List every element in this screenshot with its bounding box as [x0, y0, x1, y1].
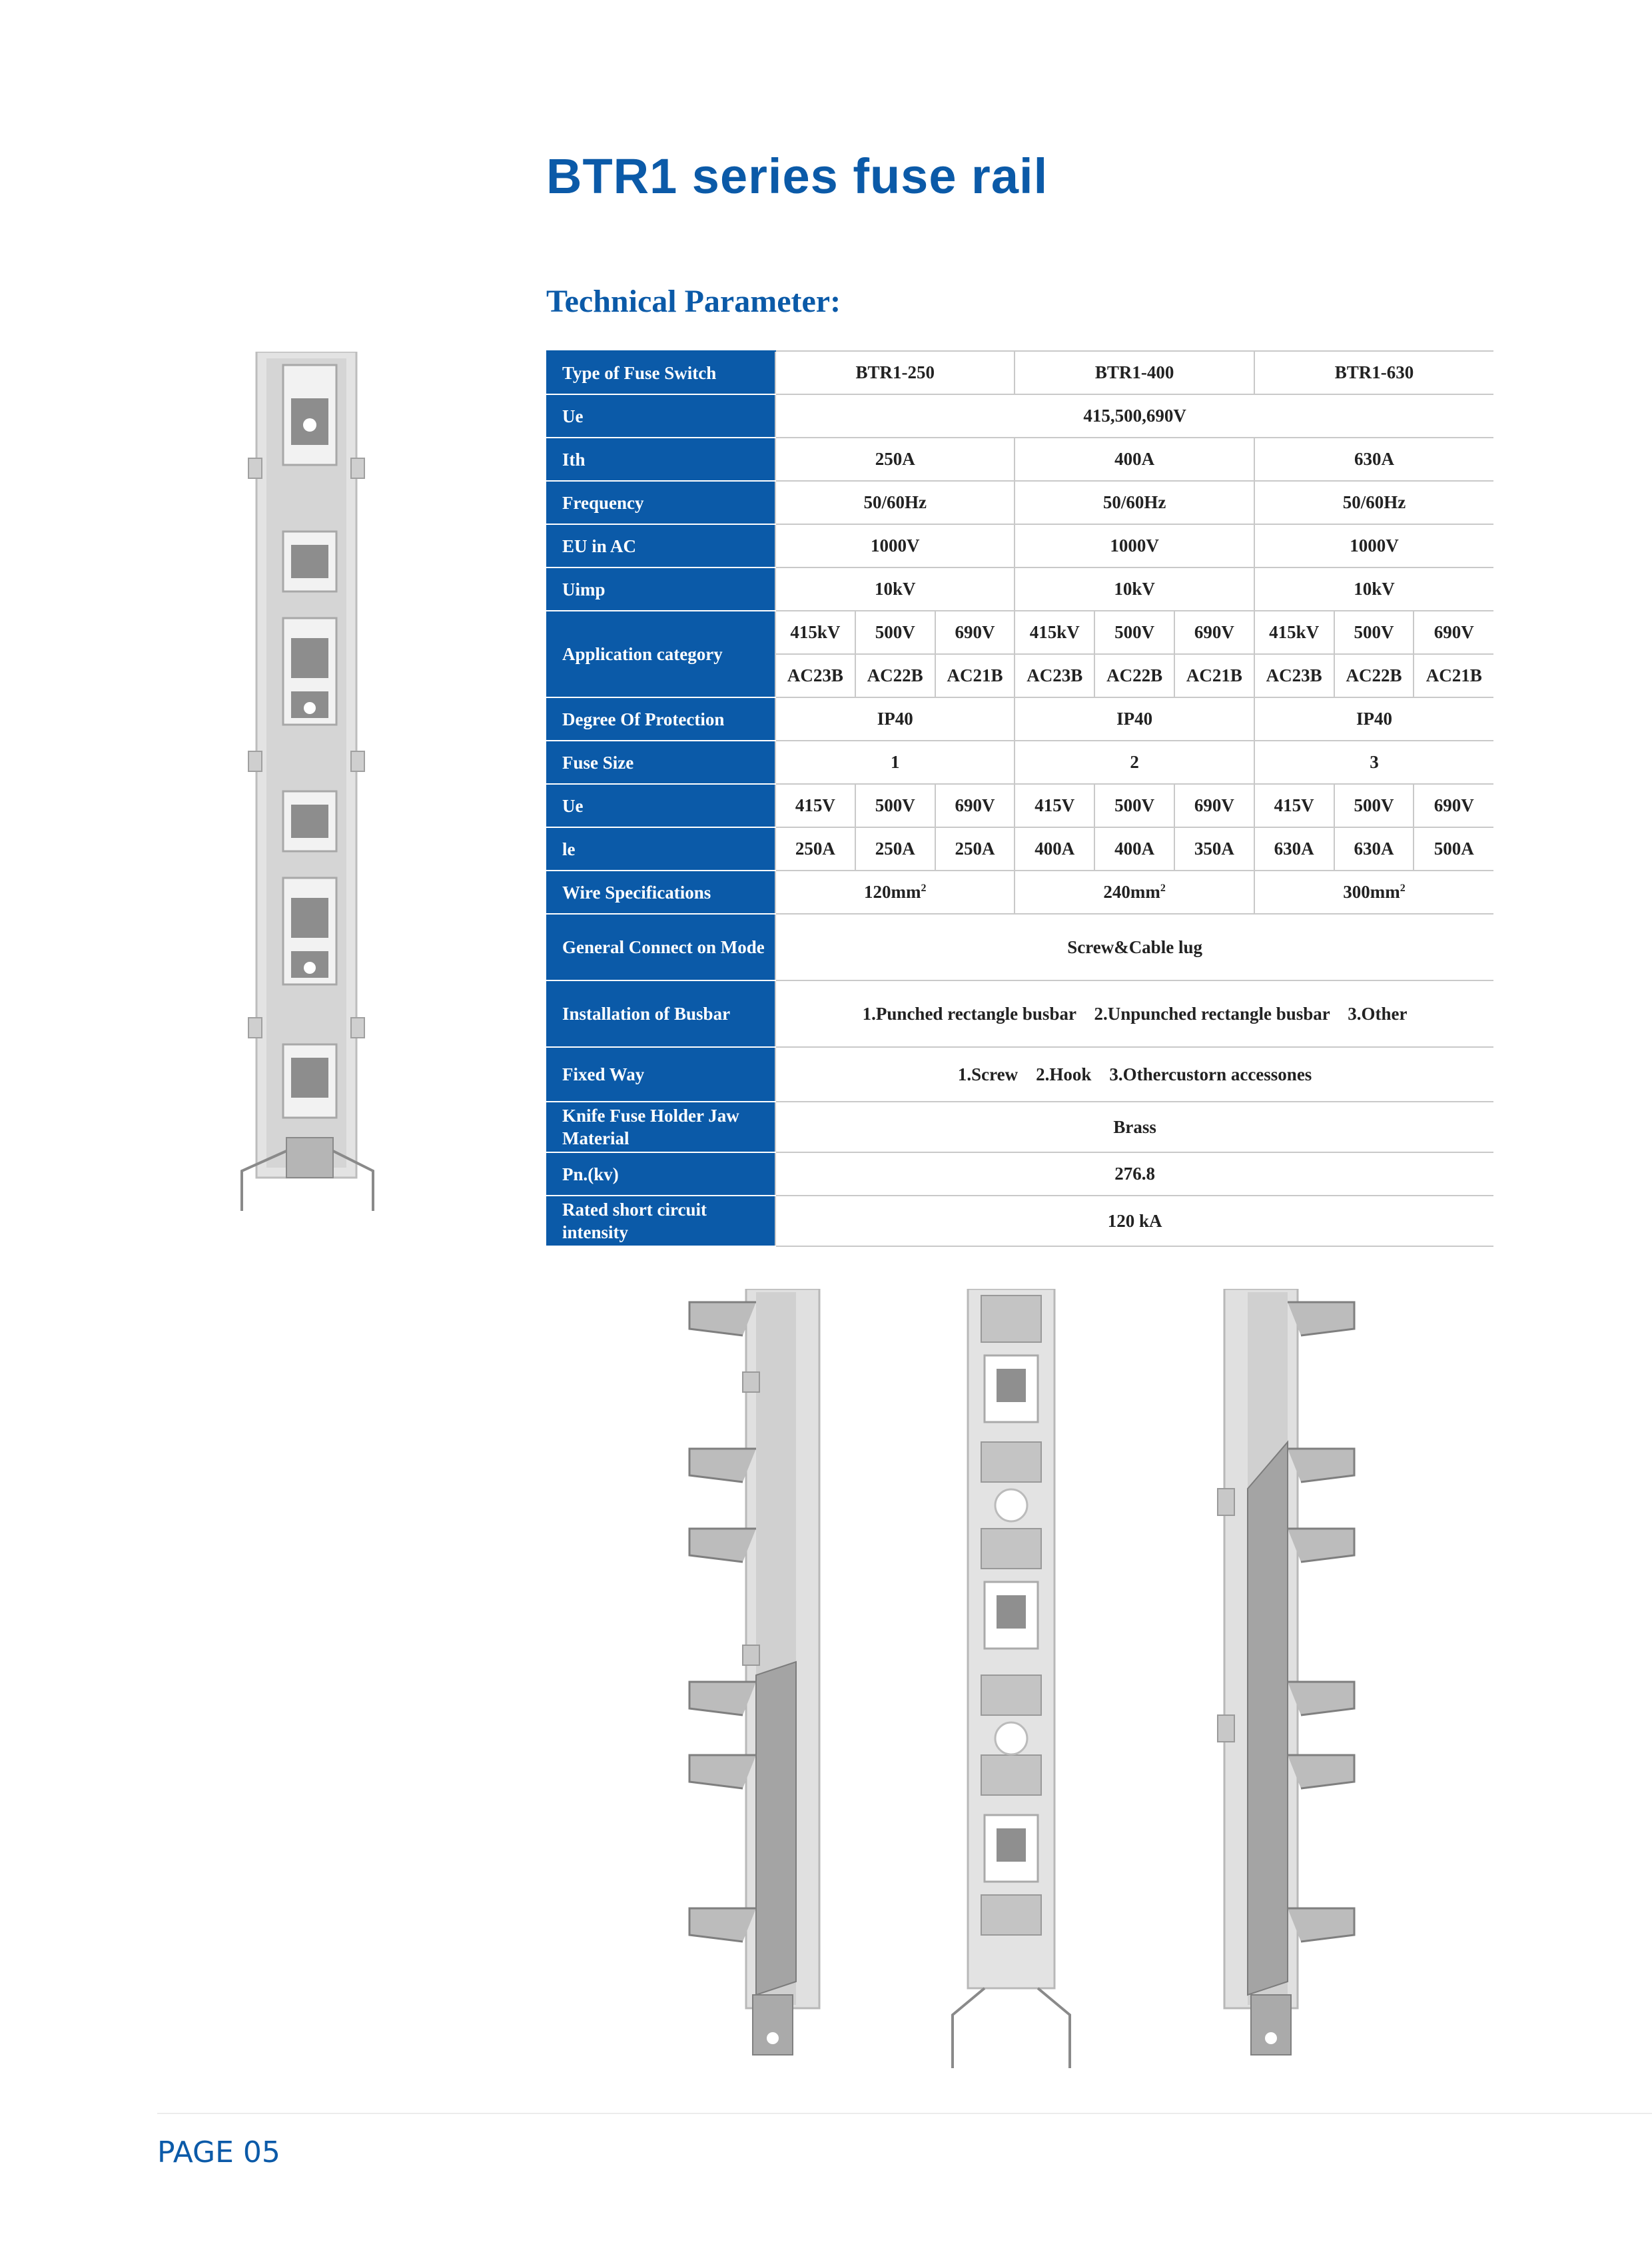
table-cell: 2: [1015, 741, 1254, 784]
table-cell: 690V: [1414, 611, 1493, 654]
table-cell: IP40: [1254, 697, 1493, 741]
row-label: Uimp: [546, 567, 775, 611]
table-cell: 1000V: [1015, 524, 1254, 567]
table-row: [546, 394, 1493, 438]
table-cell: AC22B: [855, 654, 935, 697]
table-cell: 1.Screw 2.Hook 3.Othercustorn accessones: [775, 1047, 1493, 1102]
table-cell: AC23B: [775, 654, 855, 697]
superscript: 2: [1160, 883, 1166, 894]
table-cell: 3: [1254, 741, 1493, 784]
table-cell: 250A: [775, 438, 1015, 481]
row-label: Fixed Way: [546, 1047, 775, 1102]
table-cell: 690V: [935, 784, 1015, 827]
table-cell: BTR1-400: [1015, 351, 1254, 394]
table-cell: 630A: [1254, 438, 1493, 481]
table-cell: 690V: [1414, 784, 1493, 827]
table-cell: 10kV: [1015, 567, 1254, 611]
table-cell: Brass: [775, 1102, 1493, 1152]
table-cell: BTR1-250: [775, 351, 1015, 394]
table-row: [546, 1047, 1493, 1102]
table-row: [546, 1152, 1493, 1196]
page-title: BTR1 series fuse rail: [546, 149, 1048, 204]
table-cell: 500V: [855, 611, 935, 654]
wire-value: 300mm: [1343, 882, 1400, 902]
row-label: Ue: [546, 394, 775, 438]
table-cell: 500V: [1334, 784, 1414, 827]
table-cell: 50/60Hz: [1254, 481, 1493, 524]
table-row: [546, 827, 1493, 871]
fuse-rail-back-image: [945, 1289, 1078, 2075]
row-label: Ith: [546, 438, 775, 481]
wire-value: 120mm: [863, 882, 921, 902]
row-label: Pn.(kv): [546, 1152, 775, 1196]
table-cell: [775, 871, 1015, 914]
table-row: [546, 351, 1493, 394]
row-label: Frequency: [546, 481, 775, 524]
section-title: Technical Parameter:: [546, 284, 841, 319]
table-cell: IP40: [1015, 697, 1254, 741]
row-label: le: [546, 827, 775, 871]
row-label: Fuse Size: [546, 741, 775, 784]
table-cell: 690V: [935, 611, 1015, 654]
table-cell: 276.8: [775, 1152, 1493, 1196]
table-cell: 500V: [855, 784, 935, 827]
table-cell: 350A: [1174, 827, 1254, 871]
table-cell: 1.Punched rectangle busbar 2.Unpunched rectangle busbar 3.Other: [775, 980, 1493, 1047]
table-row: [546, 914, 1493, 980]
table-cell: 250A: [935, 827, 1015, 871]
row-label: General Connect on Mode: [546, 914, 775, 980]
table-cell: [1254, 871, 1493, 914]
table-cell: 630A: [1254, 827, 1334, 871]
table-cell: 690V: [1174, 784, 1254, 827]
table-cell: 415,500,690V: [775, 394, 1493, 438]
table-cell: 1: [775, 741, 1015, 784]
fuse-rail-side-image: [679, 1289, 839, 2075]
table-cell: 120 kA: [775, 1196, 1493, 1246]
table-cell: AC22B: [1334, 654, 1414, 697]
table-row: [546, 871, 1493, 914]
table-cell: 630A: [1334, 827, 1414, 871]
row-label: Wire Specifications: [546, 871, 775, 914]
row-label: Application category: [546, 611, 775, 697]
table-cell: 500V: [1094, 784, 1174, 827]
table-cell: 400A: [1094, 827, 1174, 871]
table-cell: 1000V: [775, 524, 1015, 567]
table-cell: Screw&Cable lug: [775, 914, 1493, 980]
table-row: [546, 980, 1493, 1047]
row-label: Rated short circuit intensity: [546, 1196, 775, 1246]
table-row: [546, 567, 1493, 611]
table-cell: AC23B: [1254, 654, 1334, 697]
table-cell: BTR1-630: [1254, 351, 1493, 394]
superscript: 2: [1400, 883, 1406, 894]
table-cell: 400A: [1015, 438, 1254, 481]
table-cell: AC21B: [1174, 654, 1254, 697]
fuse-rail-front-image: [236, 352, 383, 1218]
table-row: [546, 1102, 1493, 1152]
table-cell: 415kV: [1015, 611, 1094, 654]
table-cell: 415kV: [775, 611, 855, 654]
table-row: [546, 741, 1493, 784]
table-cell: 415V: [1015, 784, 1094, 827]
row-label: Knife Fuse Holder Jaw Material: [546, 1102, 775, 1152]
row-label: Type of Fuse Switch: [546, 351, 775, 394]
page-number: PAGE 05: [157, 2135, 280, 2169]
table-cell: 415kV: [1254, 611, 1334, 654]
table-cell: 415V: [775, 784, 855, 827]
table-cell: AC22B: [1094, 654, 1174, 697]
table-cell: 690V: [1174, 611, 1254, 654]
row-label: Ue: [546, 784, 775, 827]
table-cell: 250A: [775, 827, 855, 871]
table-cell: 50/60Hz: [1015, 481, 1254, 524]
table-cell: 500V: [1094, 611, 1174, 654]
table-cell: IP40: [775, 697, 1015, 741]
spec-table: [546, 350, 1493, 1247]
table-row: [546, 784, 1493, 827]
table-cell: [1015, 871, 1254, 914]
table-cell: AC23B: [1015, 654, 1094, 697]
table-cell: 500A: [1414, 827, 1493, 871]
table-cell: 10kV: [775, 567, 1015, 611]
table-cell: 415V: [1254, 784, 1334, 827]
table-cell: AC21B: [935, 654, 1015, 697]
table-cell: 400A: [1015, 827, 1094, 871]
table-cell: 500V: [1334, 611, 1414, 654]
superscript: 2: [921, 883, 927, 894]
table-cell: 250A: [855, 827, 935, 871]
row-label: EU in AC: [546, 524, 775, 567]
row-label: Degree Of Protection: [546, 697, 775, 741]
wire-value: 240mm: [1103, 882, 1160, 902]
table-cell: 1000V: [1254, 524, 1493, 567]
table-row: [546, 438, 1493, 481]
table-cell: 50/60Hz: [775, 481, 1015, 524]
table-cell: AC21B: [1414, 654, 1493, 697]
table-row: [546, 524, 1493, 567]
row-label: Installation of Busbar: [546, 980, 775, 1047]
table-row: [546, 481, 1493, 524]
table-row: [546, 611, 1493, 654]
fuse-rail-side-image-2: [1204, 1289, 1364, 2075]
footer-divider: [157, 2113, 1652, 2114]
table-row: [546, 1196, 1493, 1246]
table-cell: 10kV: [1254, 567, 1493, 611]
table-row: [546, 697, 1493, 741]
